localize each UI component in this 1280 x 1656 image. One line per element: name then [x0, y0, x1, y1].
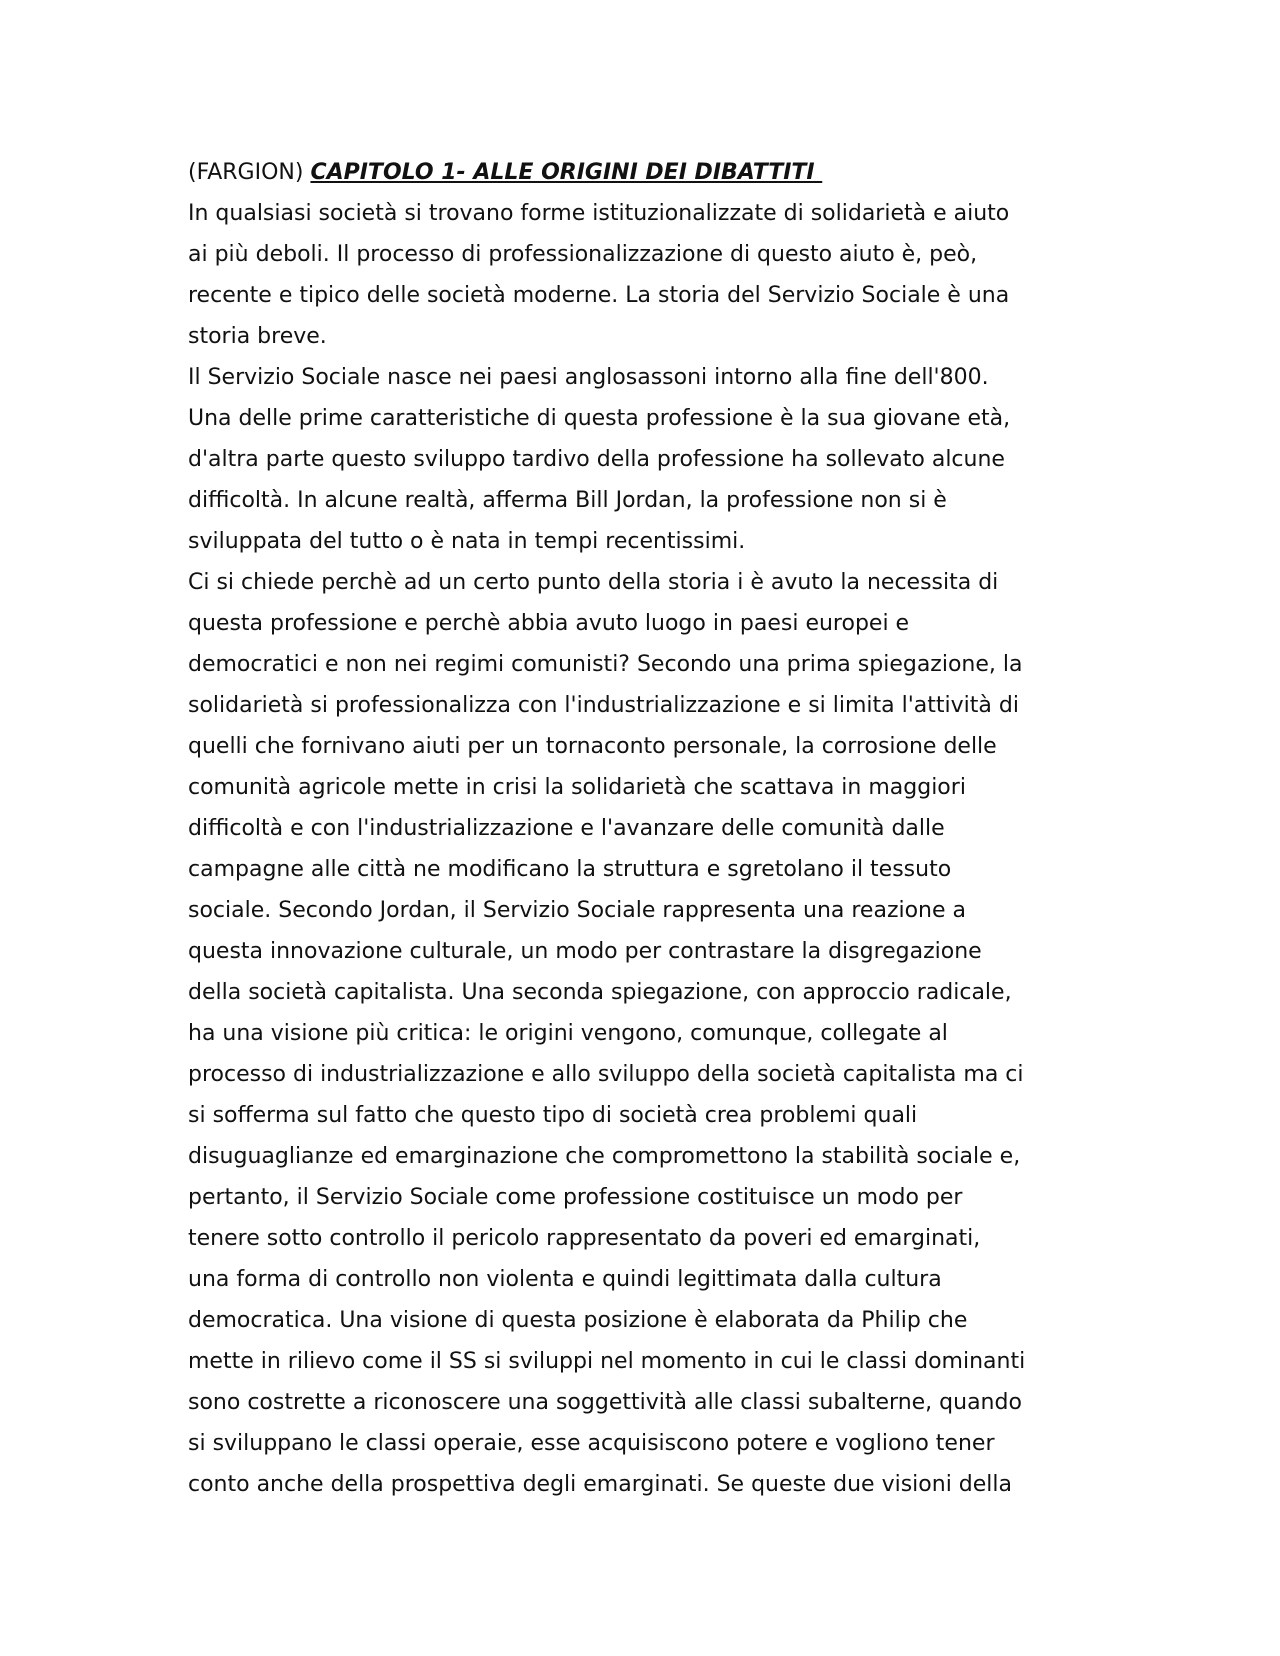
paragraph-line: Il Servizio Sociale nasce nei paesi anglosassoni intorno alla fine dell'800. — [188, 365, 989, 390]
paragraph-line: Ci si chiede perchè ad un certo punto della storia i è avuto la necessita di — [188, 570, 999, 595]
chapter-title: CAPITOLO 1- ALLE ORIGINI DEI DIBATTITI — [310, 160, 823, 185]
paragraph-line: difficoltà. In alcune realtà, afferma Bill Jordan, la professione non si è — [188, 488, 947, 513]
paragraph-line: democratica. Una visione di questa posizione è elaborata da Philip che — [188, 1308, 968, 1333]
paragraph-line: pertanto, il Servizio Sociale come professione costituisce un modo per — [188, 1185, 963, 1210]
paragraph-line: comunità agricole mette in crisi la solidarietà che scattava in maggiori — [188, 775, 966, 800]
paragraph-line: si sofferma sul fatto che questo tipo di società crea problemi quali — [188, 1103, 918, 1128]
paragraph-line: quelli che fornivano aiuti per un tornaconto personale, la corrosione delle — [188, 734, 997, 759]
paragraph-line: questa professione e perchè abbia avuto luogo in paesi europei e — [188, 611, 910, 636]
paragraph-line: si sviluppano le classi operaie, esse acquisiscono potere e vogliono tener — [188, 1431, 995, 1456]
heading-line — [188, 152, 1088, 193]
paragraph-line: una forma di controllo non violenta e quindi legittimata dalla cultura — [188, 1267, 942, 1292]
paragraph-line: conto anche della prospettiva degli emarginati. Se queste due visioni della — [188, 1472, 1013, 1497]
paragraph-line: difficoltà e con l'industrializzazione e l'avanzare delle comunità dalle — [188, 816, 945, 841]
paragraph-line: solidarietà si professionalizza con l'industrializzazione e si limita l'attività di — [188, 693, 1019, 718]
paragraph-line: sviluppata del tutto o è nata in tempi recentissimi. — [188, 529, 746, 554]
paragraph-line: sono costrette a riconoscere una soggettività alle classi subalterne, quando — [188, 1390, 1022, 1415]
paragraph-line: disuguaglianze ed emarginazione che compromettono la stabilità sociale e, — [188, 1144, 1021, 1169]
paragraph-line: democratici e non nei regimi comunisti? Secondo una prima spiegazione, la — [188, 652, 1023, 677]
heading-prefix: (FARGION) — [188, 160, 311, 185]
paragraph-line: d'altra parte questo sviluppo tardivo della professione ha sollevato alcune — [188, 447, 1005, 472]
paragraph-line: mette in rilievo come il SS si sviluppi nel momento in cui le classi dominanti — [188, 1349, 1026, 1374]
paragraph-line: storia breve. — [188, 324, 327, 349]
paragraph-line: sociale. Secondo Jordan, il Servizio Sociale rappresenta una reazione a — [188, 898, 967, 923]
paragraph-line: processo di industrializzazione e allo sviluppo della società capitalista ma ci — [188, 1062, 1024, 1087]
paragraph-line: ai più deboli. Il processo di professionalizzazione di questo aiuto è, peò, — [188, 242, 978, 267]
document-body — [188, 152, 1088, 1505]
paragraph-line: campagne alle città ne modificano la struttura e sgretolano il tessuto — [188, 857, 952, 882]
paragraph-line: ha una visione più critica: le origini vengono, comunque, collegate al — [188, 1021, 948, 1046]
paragraph-line: In qualsiasi società si trovano forme istituzionalizzate di solidarietà e aiuto — [188, 201, 1010, 226]
paragraph-line: recente e tipico delle società moderne. La storia del Servizio Sociale è una — [188, 283, 1010, 308]
paragraph-line: della società capitalista. Una seconda spiegazione, con approccio radicale, — [188, 980, 1012, 1005]
paragraph-line: questa innovazione culturale, un modo per contrastare la disgregazione — [188, 939, 982, 964]
paragraph-line: Una delle prime caratteristiche di questa professione è la sua giovane età, — [188, 406, 1011, 431]
paragraph-line: tenere sotto controllo il pericolo rappresentato da poveri ed emarginati, — [188, 1226, 981, 1251]
